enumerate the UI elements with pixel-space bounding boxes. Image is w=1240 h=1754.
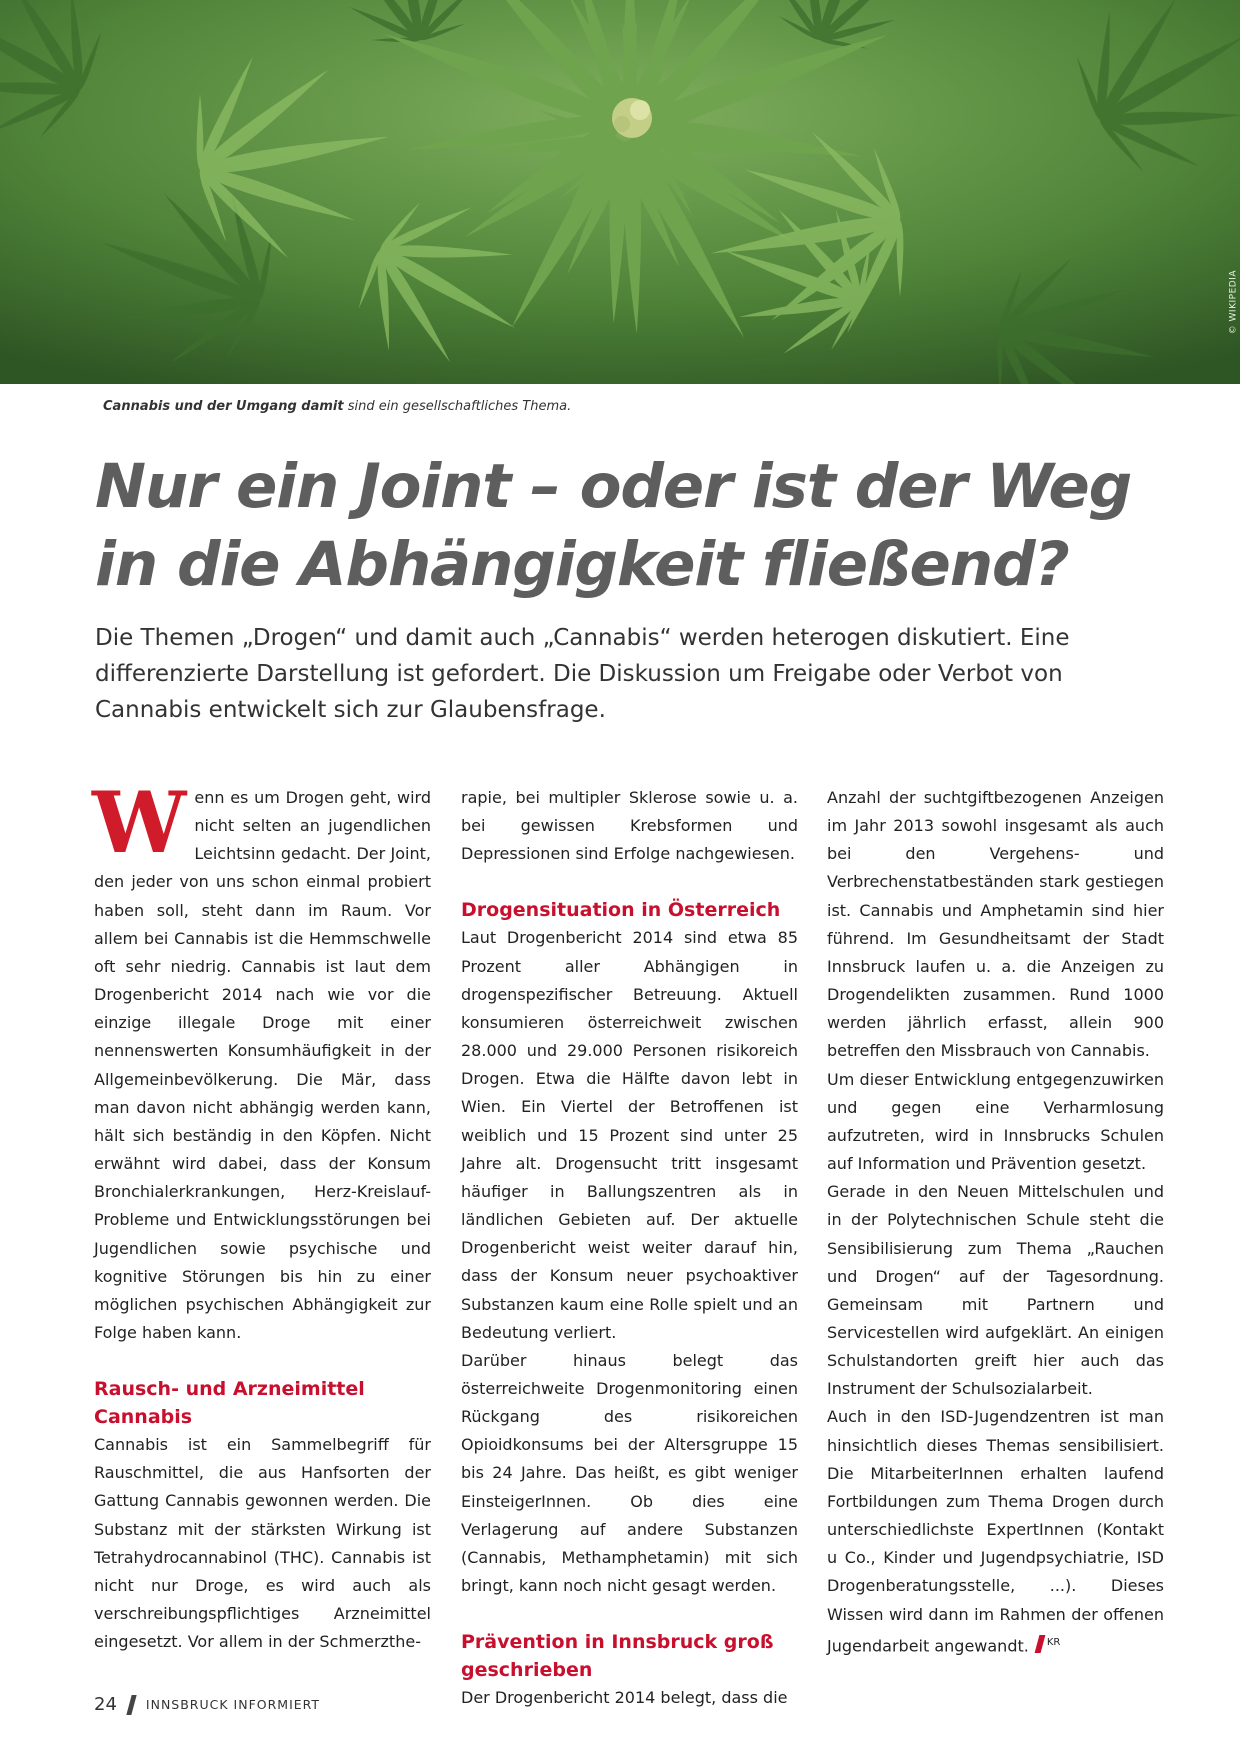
caption-text: sind ein gesellschaftliches Thema. <box>343 399 572 414</box>
section-3-paragraph-3: Gerade in den Neuen Mittelschulen und in der Polytechnischen Schule steht die Sensibilisierung zum Thema „Rauchen und Drogen“ auf der Tagesordnung. Gemeinsam mit Partnern und Servicestellen wird aufgeklärt. An einigen Schulstandorten greift hier auch das Instrument der Schulsozialarbeit. <box>827 1182 1164 1399</box>
page-footer <box>94 1694 320 1715</box>
hero-photo <box>0 0 1240 384</box>
text-column-1 <box>92 773 431 1656</box>
section-2-paragraph-2: Darüber hinaus belegt das österreichweite Drogenmonitoring einen Rückgang des risikoreichen Opioidkonsums bei der Altersgruppe 15 bis 24 Jahre. Das heißt, es gibt weniger EinsteigerInnen. Ob dies eine Verlagerung auf andere Substanzen (Cannabis, Methamphetamin) mit sich bringt, kann noch nicht gesagt werden. <box>461 1350 798 1596</box>
cannabis-plant-illustration <box>0 0 1240 384</box>
heading-praevention: Prävention in Innsbruck groß geschrieben <box>461 1631 774 1682</box>
article-lead: Die Themen „Drogen“ und damit auch „Cannabis“ werden heterogen diskutiert. Eine differenzierte Darstellung ist gefordert. Die Diskussion um Freigabe oder Verbot von Cannabis entwickelt sich zur Glaubensfrage. <box>95 625 1070 723</box>
publication-name: INNSBRUCK INFORMIERT <box>145 1697 321 1712</box>
section-2-paragraph-1: Laut Drogenbericht 2014 sind etwa 85 Prozent aller Abhängigen in drogenspezifischer Betreuung. Aktuell konsumieren österreichweit zwischen 28.000 und 29.000 Personen risikoreich Drogen. Etwa die Hälfte davon lebt in Wien. Ein Viertel der Betroffenen ist weiblich und 15 Prozent sind unter 25 Jahre alt. Drogensucht tritt insgesamt häufiger in Ballungszentren als in ländlichen Gebieten auf. Der aktuelle Drogenbericht weist weiter darauf hin, dass der Konsum neuer psychoaktiver Substanzen kaum eine Rolle spielt und an Bedeutung verliert. <box>461 928 798 1342</box>
page-number: 24 <box>94 1694 117 1715</box>
section-3-paragraph-2: Um dieser Entwicklung entgegenzuwirken und gegen eine Verharmlosung aufzutreten, wird in Innsbrucks Schulen auf Information und Prävention gesetzt. <box>827 1069 1164 1174</box>
intro-text: enn es um Drogen geht, wird nicht selten an jugendlichen Leichtsinn gedacht. Der Joint, den jeder von uns schon einmal probiert haben soll, steht dann im Raum. Vor allem bei Cannabis ist die Hemmschwelle oft sehr niedrig. Cannabis ist laut dem Drogenbericht 2014 nach wie vor die einzige illegale Droge mit einer nennenswerten Konsumhäufigkeit in der Allgemeinbevölkerung. Die Mär, dass man davon nicht abhängig werden kann, hält sich beständig in den Köpfen. Nicht erwähnt wird dabei, dass der Konsum Bronchialerkrankungen, Herz-Kreislauf-Probleme und Entwicklungsstörungen bei Jugendlichen sowie psychische und kognitive Störungen bis hin zu einer möglichen psychischen Abhängigkeit zur Folge haben kann. <box>94 788 431 1342</box>
closing-text: Auch in den ISD-Jugendzentren ist man hinsichtlich dieses Themas sensibilisiert. Die MitarbeiterInnen erhalten laufend Fortbildungen zum Thema Drogen durch unterschiedlichste ExpertInnen (Kontakt u Co., Kinder und Jugendpsychiatrie, ISD Drogenberatungsstelle, ...). Dieses Wissen wird dann im Rahmen der offenen Jugendarbeit angewandt. <box>827 1407 1164 1656</box>
text-column-3 <box>827 784 1164 1660</box>
caption-bold: Cannabis und der Umgang damit <box>103 399 344 414</box>
section-1-paragraph: Cannabis ist ein Sammelbegriff für Rauschmittel, die aus Hanfsorten der Gattung Cannabis gewonnen werden. Die Substanz mit der stärksten Wirkung ist Tetrahydrocannabinol (THC). Cannabis ist nicht nur Droge, es wird auch als verschreibungspflichtiges Arzneimittel eingesetzt. Vor allem in der Schmerzthe- <box>94 1435 431 1652</box>
footer-divider-icon <box>126 1695 136 1715</box>
end-mark-icon <box>1034 1635 1045 1653</box>
image-caption <box>103 399 571 414</box>
article-headline: Nur ein Joint – oder ist der Weg in die Abhängigkeit fließend? <box>95 451 1132 600</box>
intro-paragraph <box>92 773 431 1347</box>
photo-credit: © WIKIPEDIA <box>1228 270 1238 335</box>
section-1-continued: rapie, bei multipler Sklerose sowie u. a. bei gewissen Krebsformen und Depressionen sind Erfolge nachgewiesen. <box>461 788 798 864</box>
heading-rausch-arzneimittel: Rausch- und Arzneimittel Cannabis <box>94 1378 365 1429</box>
author-initials: KR <box>1046 1636 1061 1648</box>
heading-drogensituation: Drogensituation in Österreich <box>461 899 781 922</box>
section-3-paragraph-1: Anzahl der suchtgiftbezogenen Anzeigen im Jahr 2013 sowohl insgesamt als auch bei den Vergehens- und Verbrechenstatbeständen stark gestiegen ist. Cannabis und Amphetamin sind hier führend. Im Gesundheitsamt der Stadt Innsbruck laufen u. a. die Anzeigen zu Drogendelikten zusammen. Rund 1000 werden jährlich erfasst, allein 900 betreffen den Missbrauch von Cannabis. <box>827 788 1164 1061</box>
drop-cap: W <box>92 773 187 872</box>
section-3-start: Der Drogenbericht 2014 belegt, dass die <box>461 1688 788 1708</box>
section-3-paragraph-4 <box>827 1403 1164 1660</box>
text-column-2 <box>461 784 798 1712</box>
